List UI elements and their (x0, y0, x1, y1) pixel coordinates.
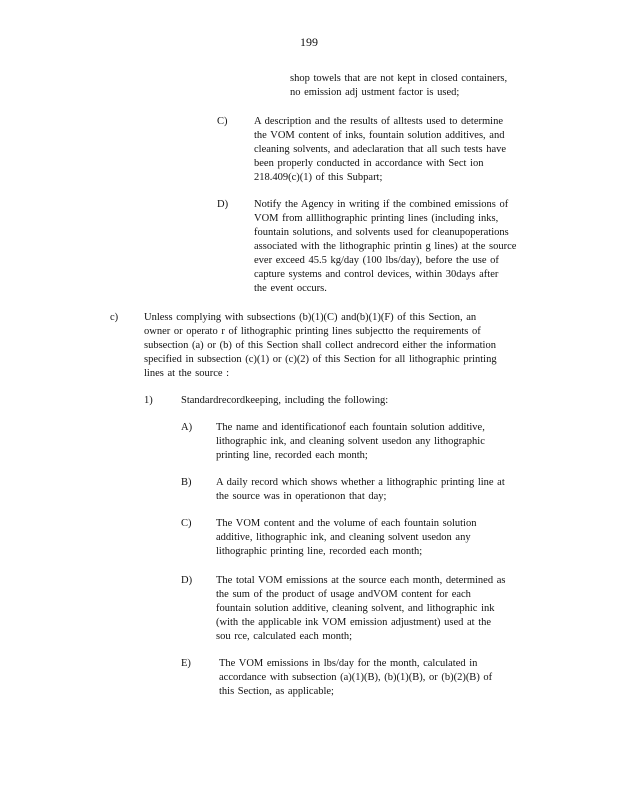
text-line: specified in subsection (c)(1) or (c)(2) of this Section for all lithographic printing (144, 354, 497, 365)
continuation-paragraph (290, 72, 522, 100)
text-line: the sum of the product of usage andVOM content for each (216, 589, 471, 600)
text-line: lithographic ink, and cleaning solvent usedon any lithographic (216, 436, 485, 447)
item-label: C) (181, 518, 192, 529)
item-label: E) (181, 658, 191, 669)
text-line: additive, lithographic ink, and cleaning solvent usedon any (216, 532, 471, 543)
text-line: lines at the source : (144, 368, 230, 379)
item-paragraph (216, 574, 536, 644)
section-label: c) (110, 312, 119, 323)
item-paragraph (216, 421, 536, 463)
item-paragraph (254, 198, 536, 296)
text-line: fountain solutions, and solvents used for cleanupoperations (254, 227, 509, 238)
text-line: no emission adj ustment factor is used; (290, 87, 460, 98)
text-line: Standardrecordkeeping, including the following: (181, 395, 389, 406)
text-line: been properly conducted in accordance with Sect ion (254, 158, 484, 169)
text-line: lithographic printing line, recorded each month; (216, 546, 423, 557)
item-label: D) (217, 199, 229, 210)
text-line: fountain solution additive, cleaning solvent, and lithographic ink (216, 603, 495, 614)
text-line: capture systems and control devices, within 30days after (254, 269, 499, 280)
text-line: cleaning solvents, and adeclaration that all such tests have (254, 144, 507, 155)
item-paragraph (254, 115, 530, 185)
text-line: sou rce, calculated each month; (216, 631, 353, 642)
item-label: A) (181, 422, 193, 433)
text-line: subsection (a) or (b) of this Section shall collect andrecord either the information (144, 340, 496, 351)
subsection-label: 1) (144, 395, 153, 406)
text-line: printing line, recorded each month; (216, 450, 368, 461)
section-paragraph (144, 311, 531, 381)
text-line: 218.409(c)(1) of this Subpart; (254, 172, 383, 183)
text-line: Notify the Agency in writing if the combined emissions of (254, 199, 509, 210)
text-line: this Section, as applicable; (219, 686, 334, 697)
text-line: A daily record which shows whether a lithographic printing line at (216, 477, 505, 488)
item-paragraph (216, 476, 536, 504)
text-line: The total VOM emissions at the source each month, determined as (216, 575, 506, 586)
item-paragraph (216, 517, 506, 559)
text-line: The name and identificationof each fountain solution additive, (216, 422, 485, 433)
item-label: C) (217, 116, 228, 127)
text-line: shop towels that are not kept in closed containers, (290, 73, 508, 84)
text-line: (with the applicable ink VOM emission adjustment) used at the (216, 617, 492, 628)
item-label: B) (181, 477, 192, 488)
text-line: A description and the results of alltests used to determine (254, 116, 503, 127)
text-line: The VOM emissions in lbs/day for the month, calculated in (219, 658, 478, 669)
subsection-heading (181, 394, 441, 408)
item-paragraph (219, 657, 525, 699)
page-number: 199 (300, 35, 318, 49)
text-line: the VOM content of inks, fountain solution additives, and (254, 130, 505, 141)
text-line: VOM from alllithographic printing lines (including inks, (254, 213, 499, 224)
text-line: Unless complying with subsections (b)(1)(C) and(b)(1)(F) of this Section, an (144, 312, 477, 323)
text-line: the source was in operationon that day; (216, 491, 387, 502)
text-line: owner or operato r of lithographic printing lines subjectto the requirements of (144, 326, 481, 337)
text-line: associated with the lithographic printin g lines) at the source (254, 241, 517, 252)
text-line: the event occurs. (254, 283, 327, 294)
text-line: The VOM content and the volume of each fountain solution (216, 518, 477, 529)
item-label: D) (181, 575, 193, 586)
text-line: ever exceed 45.5 kg/day (100 lbs/day), before the use of (254, 255, 499, 266)
text-line: accordance with subsection (a)(1)(B), (b)(1)(B), or (b)(2)(B) of (219, 672, 493, 683)
